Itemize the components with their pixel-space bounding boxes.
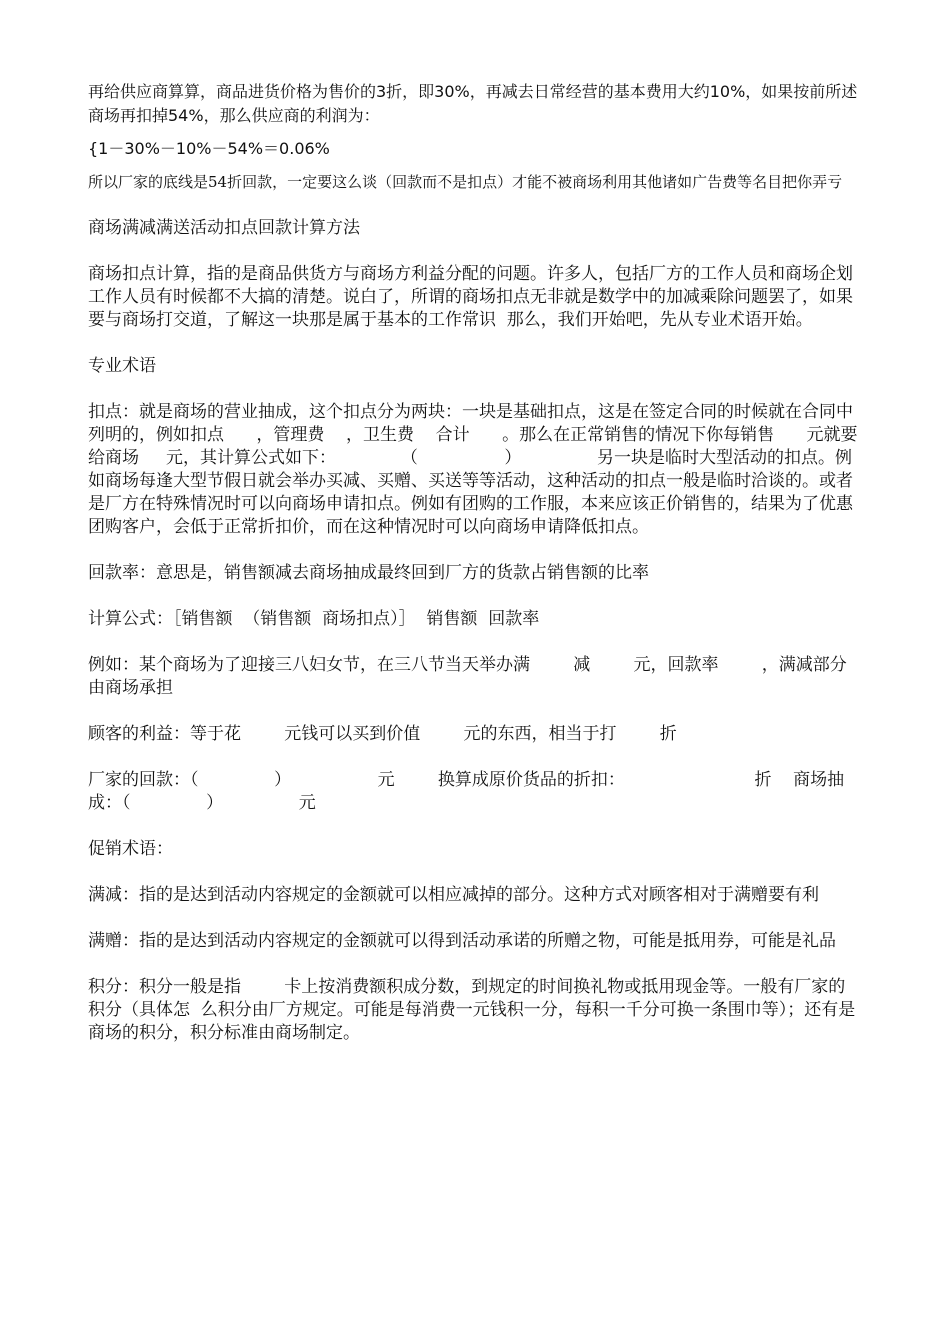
full-gift-definition: 满赠：指的是达到活动内容规定的金额就可以得到活动承诺的所赠之物，可能是抵用券，可能是礼品 (88, 931, 836, 951)
full-reduction-definition: 满减：指的是达到活动内容规定的金额就可以相应减掉的部分。这种方式对顾客相对于满赠要有利 (88, 885, 819, 905)
example-paragraph: 例如：某个商场为了迎接三八妇女节，在三八节当天举办满 减 元，回款率 ，满减部分由商场承担 (88, 655, 847, 698)
deduction-definition: 扣点：就是商场的营业抽成，这个扣点分为两块：一块是基础扣点，这是在签定合同的时候就在合同中列明的，例如扣点 ，管理费 ，卫生费 合计 。那么在正常销售的情况下你每销售 元就要给商场 元，其计算公式如下： （ ） 另一块是临时大型活动的扣点。例如商场每逢大型节假日就会举办买减、买赠、买送等等活动，这种活动的扣点一般是临时洽谈的。或者是厂方在特殊情况时可以向商场申请扣点。例如有团购的工作服，本来应该正价销售的，结果为了优惠团购客户，会低于正常折扣价，而在这种情况时可以向商场申请降低扣点。 (88, 402, 858, 537)
return-rate-formula: 计算公式：［销售额 （销售额 商场扣点）］ 销售额 回款率 (88, 609, 540, 629)
intro-paragraph: 商场扣点计算，指的是商品供货方与商场方利益分配的问题。许多人，包括厂方的工作人员和商场企划工作人员有时候都不大搞的清楚。说白了，所谓的商场扣点无非就是数学中的加减乘除问题罢了，如果要与商场打交道，了解这一块那是属于基本的工作常识 那么，我们开始吧，先从专业术语开始。 (88, 264, 853, 330)
return-rate-definition: 回款率：意思是，销售额减去商场抽成最终回到厂方的货款占销售额的比率 (88, 563, 649, 583)
points-definition: 积分：积分一般是指 卡上按消费额积成分数，到规定的时间换礼物或抵用现金等。一般有厂家的 积分（具体怎 么积分由厂方规定。可能是每消费一元钱积一分，每积一千分可换一条围巾等）；还有是商场的积分，积分标准由商场制定。 (88, 977, 889, 1043)
bottom-line-note: 所以厂家的底线是54折回款，一定要这么谈（回款而不是扣点）才能不被商场利用其他诸如广告费等名目把你弄亏 (88, 173, 843, 191)
profit-formula: {1－30%－10%－54%＝0.06% (88, 139, 330, 158)
section-title: 商场满减满送活动扣点回款计算方法 (88, 218, 360, 238)
document-page (88, 80, 889, 1045)
manufacturer-return: 厂家的回款：（ ） 元 换算成原价货品的折扣： 折 商场抽成：（ ） 元 (88, 770, 845, 813)
promo-terms-heading: 促销术语： (88, 839, 173, 859)
terms-heading: 专业术语 (88, 356, 156, 376)
customer-benefit: 顾客的利益：等于花 元钱可以买到价值 元的东西，相当于打 折 (88, 724, 677, 744)
supplier-profit-intro: 再给供应商算算，商品进货价格为售价的3折，即30%，再减去日常经营的基本费用大约10%，如果按前所述商场再扣掉54%，那么供应商的利润为： (88, 82, 858, 125)
